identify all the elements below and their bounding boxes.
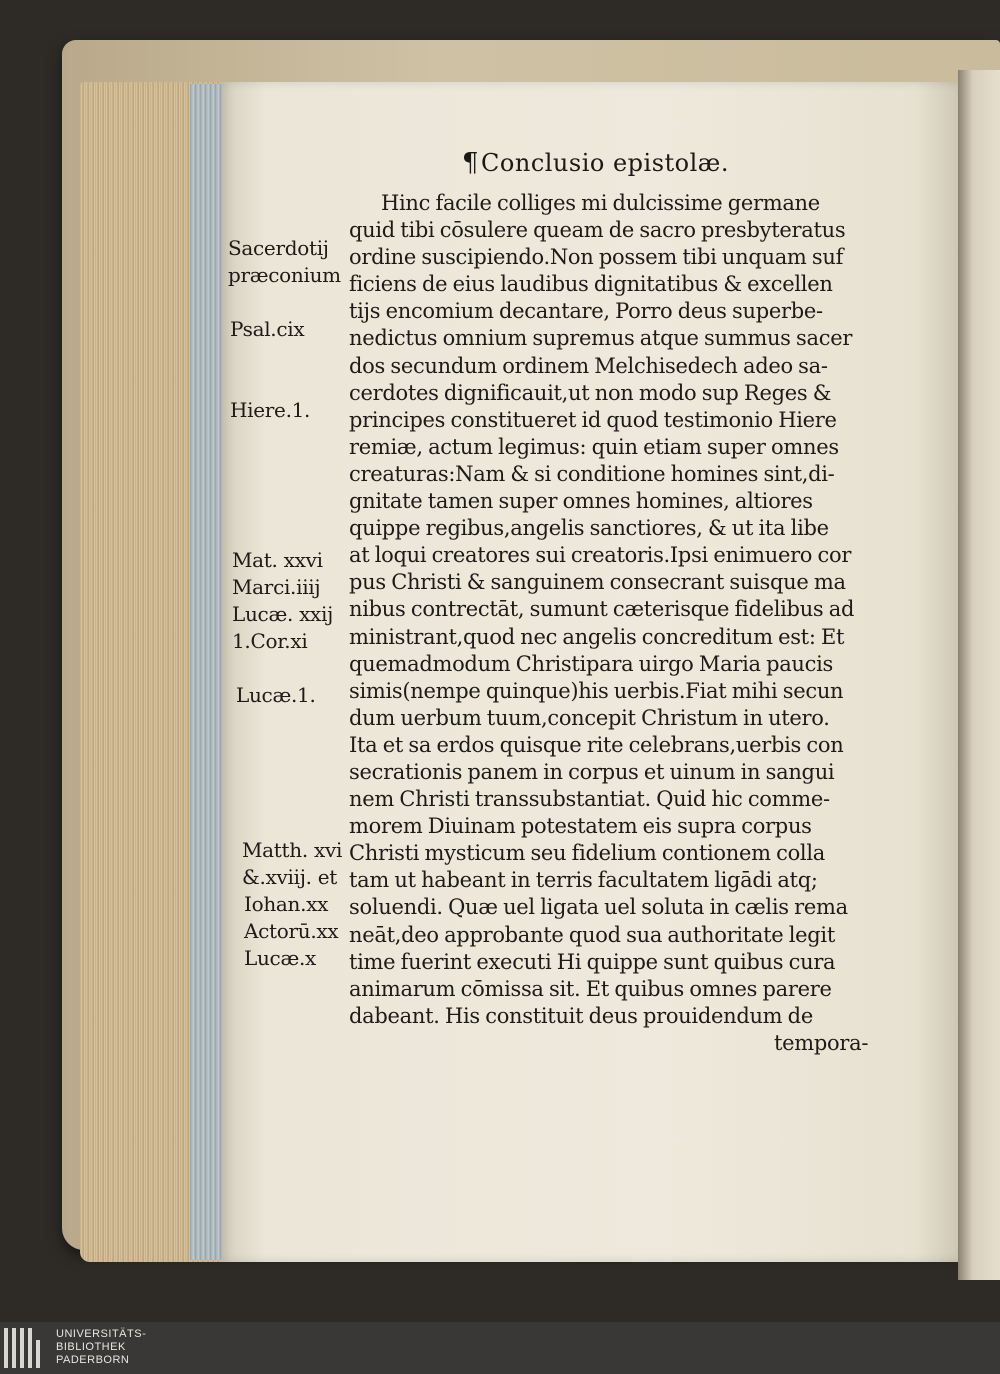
library-footer [0,1322,1000,1374]
margin-note: Hiere.1. [230,398,311,422]
heading-text: Conclusio epistolæ. [481,149,729,177]
text-line: tijs encomium decantare, Porro deus superbe- [349,299,823,324]
margin-note: Psal.cix [230,317,305,341]
text-line: morem Diuinam potestatem eis supra corpus [349,814,812,839]
margin-note: præconium [228,263,341,287]
margin-note: Iohan.xx [244,892,329,916]
margin-note: Lucæ. xxij [232,602,334,626]
text-line: nibus contrectāt, sumunt cæterisque fidelibus ad [349,597,855,622]
text-line: simis(nempe quinque)his uerbis.Fiat mihi secun [349,678,844,703]
text-line: ficiens de eius laudibus dignitatibus & excellen [349,272,833,297]
text-line: neāt,deo approbante quod sua authoritate legit [349,922,835,947]
text-line: tam ut habeant in terris facultatem ligādi atq; [349,868,818,893]
text-line: Ita et sa erdos quisque rite celebrans,uerbis con [349,732,844,757]
pilcrow-mark: ¶ [462,148,480,178]
margin-note: Mat. xxvi [232,548,323,572]
text-line: soluendi. Quæ uel ligata uel soluta in cælis rema [349,895,848,920]
text-line: time fuerint executi Hi quippe sunt quibus cura [349,949,836,974]
body-text [349,190,879,1057]
margin-note: Sacerdotij [228,236,329,260]
text-line: Christi mysticum seu fidelium contionem colla [349,841,825,866]
text-line: creaturas:Nam & si conditione homines sint,di- [349,461,835,486]
text-line: Hinc facile colliges mi dulcissime germane [381,191,820,215]
margin-note: Lucæ.x [244,946,316,970]
margin-note: 1.Cor.xi [232,629,308,653]
text-line: quippe regibus,angelis sanctiores, & ut ita libe [349,516,829,541]
text-line: quid tibi cōsulere queam de sacro presbyteratus [349,218,846,243]
text-line: dabeant. His constituit deus prouidendum de [349,1003,813,1028]
text-line: dum uerbum tuum,concepit Christum in utero. [349,705,830,730]
text-line: quemadmodum Christipara uirgo Maria paucis [349,651,834,676]
text-line: ministrant,quod nec angelis concreditum est: Et [349,624,845,649]
text-line: nem Christi transsubstantiat. Quid hic comme- [349,787,830,812]
margin-note: Actorū.xx [244,919,339,943]
text-line: pus Christi & sanguinem consecrant suisque ma [349,570,846,595]
text-line: animarum cōmissa sit. Et quibus omnes parere [349,976,832,1001]
text-line: principes constitueret id quod testimonio Hiere [349,407,837,432]
margin-note: Lucæ.1. [236,683,316,707]
text-line: gnitate tamen super omnes homines, altiores [349,489,813,514]
margin-note: Marci.iiij [232,575,321,599]
text-line: dos secundum ordinem Melchisedech adeo sa- [349,353,828,378]
page-heading [462,148,729,178]
facing-page-gutter [958,70,1000,1280]
text-line: remiæ, actum legimus: quin etiam super omnes [349,434,839,459]
margin-note: &.xviij. et [242,865,338,889]
text-line: ordine suscipiendo.Non possem tibi unquam suf [349,245,844,270]
library-logo-icon [4,1328,48,1368]
margin-note: Matth. xvi [242,838,343,862]
text-line: nedictus omnium supremus atque summus sacer [349,326,853,351]
library-logo-text: UNIVERSITÄTS- BIBLIOTHEK PADERBORN [56,1328,147,1366]
text-line: at loqui creatores sui creatoris.Ipsi enimuero cor [349,543,852,568]
catchword: tempora- [774,1030,869,1055]
text-line: secrationis panem in corpus et uinum in sangui [349,759,835,784]
text-line: cerdotes dignificauit,ut non modo sup Reges & [349,380,832,405]
